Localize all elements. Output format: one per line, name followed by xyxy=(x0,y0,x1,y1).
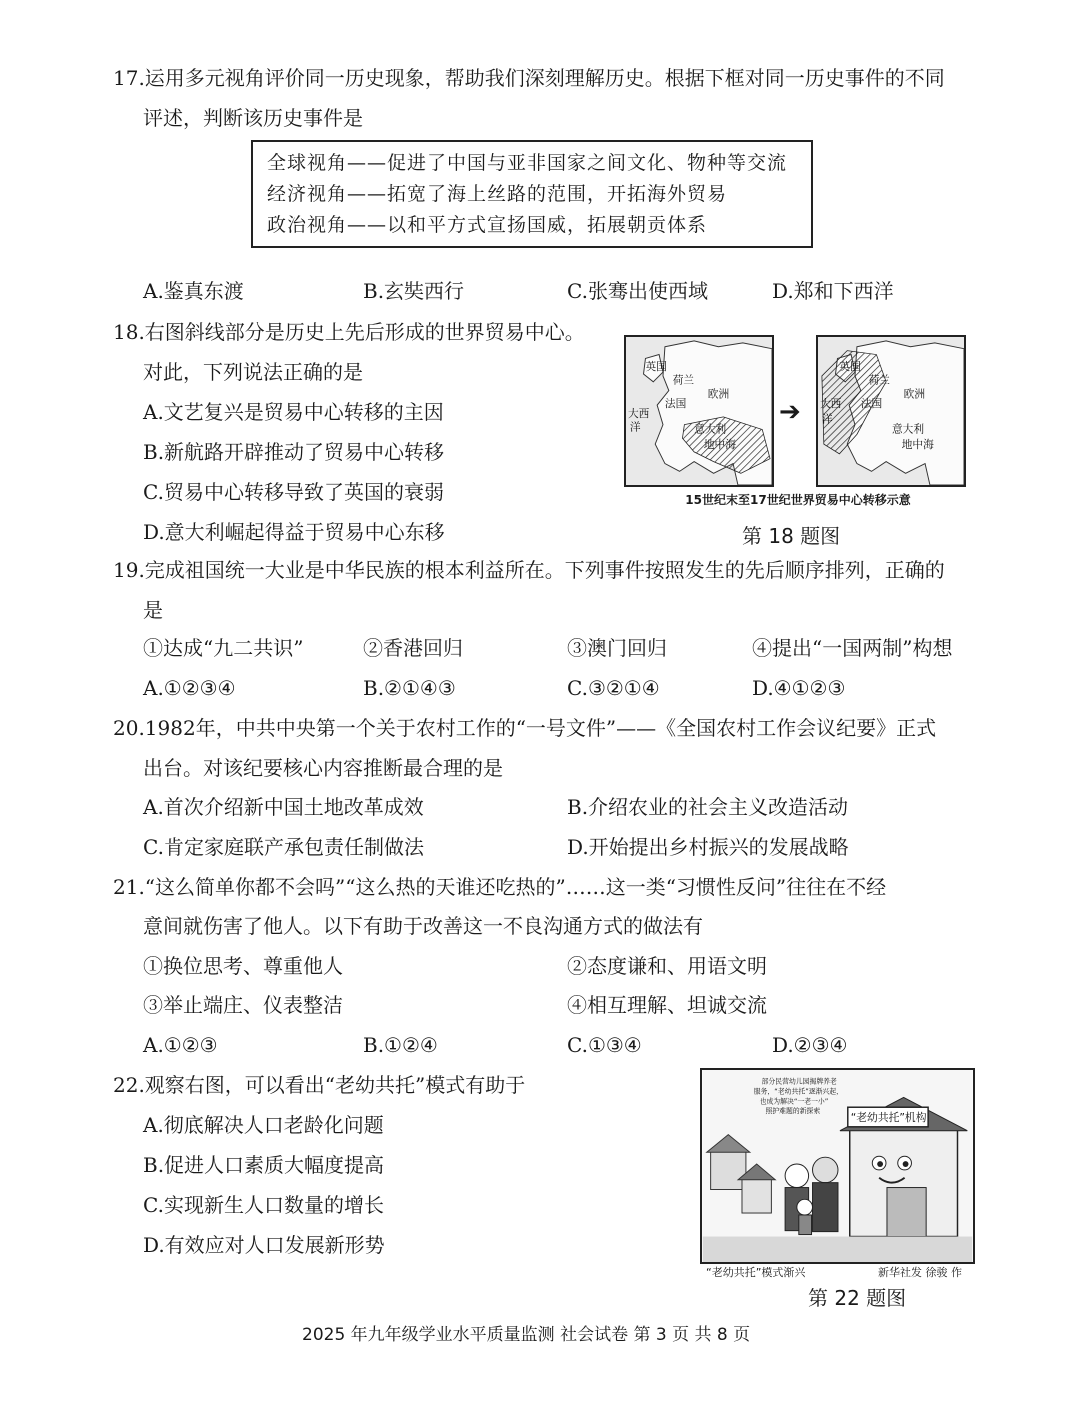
q18-figure-label: 第 18 题图 xyxy=(742,524,841,548)
q19-option-c: C.③②①④ xyxy=(567,676,660,700)
map-caption: 15世纪末至17世纪世界贸易中心转移示意 xyxy=(685,493,911,507)
q19-item-2: ②香港回归 xyxy=(363,636,463,660)
q19-stem-line1: 19.完成祖国统一大业是中华民族的根本利益所在。下列事件按照发生的先后顺序排列，正确的 xyxy=(113,558,945,582)
q21-item-3: ③举止端庄、仪表整洁 xyxy=(143,993,343,1017)
map2-label-atlantic-2: 洋 xyxy=(821,412,833,426)
q20-option-c: C.肯定家庭联产承包责任制做法 xyxy=(143,835,424,859)
q18-option-b: B.新航路开辟推动了贸易中心转移 xyxy=(143,440,445,464)
q22-figure-label: 第 22 题图 xyxy=(808,1286,907,1310)
map1-label-atlantic-2: 洋 xyxy=(629,420,641,434)
map-17th-century xyxy=(816,335,966,487)
q21-option-a: A.①②③ xyxy=(143,1033,218,1057)
q21-option-d: D.②③④ xyxy=(772,1033,848,1057)
elderly-child-care-cartoon xyxy=(700,1068,975,1264)
cartoon-bubble-line3: 也成为解决“一老一小” xyxy=(759,1097,829,1106)
map2-label-europe: 欧洲 xyxy=(903,387,926,401)
q17-option-b: B.玄奘西行 xyxy=(363,279,465,303)
q20-stem-line1: 20.1982年，中共中央第一个关于农村工作的“一号文件”——《全国农村工作会议纪要》正式 xyxy=(113,716,937,740)
q17-stem-line1: 17.运用多元视角评价同一历史现象，帮助我们深刻理解历史。根据下框对同一历史事件的不同 xyxy=(113,66,945,90)
q19-option-b: B.②①④③ xyxy=(363,676,456,700)
q17-option-d: D.郑和下西洋 xyxy=(772,279,894,303)
q21-item-1: ①换位思考、尊重他人 xyxy=(143,954,343,978)
q19-item-1: ①达成“九二共识” xyxy=(143,636,304,660)
map1-label-atlantic-1: 大西 xyxy=(627,406,650,420)
cartoon-bubble-line2: 服务，“老幼共托”逐渐兴起， xyxy=(753,1087,843,1096)
map2-label-netherlands: 荷兰 xyxy=(868,373,891,387)
q19-item-3: ③澳门回归 xyxy=(567,636,667,660)
q18-option-c: C.贸易中心转移导致了英国的衰弱 xyxy=(143,480,444,504)
q20-stem-line2: 出台。对该纪要核心内容推断最合理的是 xyxy=(143,756,503,780)
map1-label-france: 法国 xyxy=(664,397,687,411)
q19-stem-line2: 是 xyxy=(143,598,163,622)
cartoon-bubble-line1: 部分民营幼儿园揭牌养老 xyxy=(761,1077,837,1086)
q18-stem-line2: 对此，下列说法正确的是 xyxy=(143,360,363,384)
map-17th-century-drawing xyxy=(818,337,964,485)
map1-label-italy: 意大利 xyxy=(694,422,727,436)
q19-option-a: A.①②③④ xyxy=(143,676,236,700)
q21-item-2: ②态度谦和、用语文明 xyxy=(567,954,767,978)
q21-stem-line2: 意间就伤害了他人。以下有助于改善这一不良沟通方式的做法有 xyxy=(143,914,703,938)
q22-option-b: B.促进人口素质大幅度提高 xyxy=(143,1153,385,1177)
q21-item-4: ④相互理解、坦诚交流 xyxy=(567,993,767,1017)
map2-label-mediterranean: 地中海 xyxy=(901,437,934,451)
q22-option-c: C.实现新生人口数量的增长 xyxy=(143,1193,384,1217)
map2-label-italy: 意大利 xyxy=(891,422,925,436)
cartoon-caption-left: “老幼共托”模式渐兴 xyxy=(706,1266,806,1279)
q17-stem-line2: 评述，判断该历史事件是 xyxy=(143,106,363,130)
q21-option-c: C.①③④ xyxy=(567,1033,642,1057)
cartoon-caption-right: 新华社发 徐骏 作 xyxy=(878,1266,962,1279)
map-15th-century xyxy=(624,335,774,487)
page-footer: 2025 年九年级学业水平质量监测 社会试卷 第 3 页 共 8 页 xyxy=(302,1325,751,1345)
q19-option-d: D.④①②③ xyxy=(752,676,846,700)
map2-label-england: 英国 xyxy=(839,360,861,374)
q20-option-b: B.介绍农业的社会主义改造活动 xyxy=(567,795,849,819)
cartoon-bubble-line4: 照护难题的新探索 xyxy=(765,1107,821,1116)
cartoon-drawing xyxy=(702,1070,973,1262)
map1-label-europe: 欧洲 xyxy=(707,387,730,401)
trade-center-map-figure xyxy=(624,335,972,513)
map1-label-mediterranean: 地中海 xyxy=(703,437,736,451)
q22-option-d: D.有效应对人口发展新形势 xyxy=(143,1233,385,1257)
q17-option-c: C.张骞出使西域 xyxy=(567,279,708,303)
q17-box-line-economic: 经济视角——拓宽了海上丝路的范围，开拓海外贸易 xyxy=(267,183,728,205)
q18-option-d: D.意大利崛起得益于贸易中心东移 xyxy=(143,520,445,544)
q17-option-a: A.鉴真东渡 xyxy=(143,279,244,303)
q21-stem-line1: 21.“这么简单你都不会吗”“这么热的天谁还吃热的”……这一类“习惯性反问”往往在不经 xyxy=(113,875,887,899)
cartoon-sign-text: “老幼共托”机构 xyxy=(850,1110,927,1124)
q21-option-b: B.①②④ xyxy=(363,1033,438,1057)
q19-item-4: ④提出“一国两制”构想 xyxy=(752,636,953,660)
q17-quote-box xyxy=(251,140,813,248)
map-15th-century-drawing xyxy=(626,337,772,485)
map2-label-atlantic-1: 大西 xyxy=(819,397,842,411)
q22-option-a: A.彻底解决人口老龄化问题 xyxy=(143,1113,384,1137)
q18-option-a: A.文艺复兴是贸易中心转移的主因 xyxy=(143,400,444,424)
q17-box-line-global: 全球视角——促进了中国与亚非国家之间文化、物种等交流 xyxy=(267,152,788,174)
right-arrow-icon: ➔ xyxy=(779,397,801,427)
map1-label-netherlands: 荷兰 xyxy=(672,373,695,387)
q20-option-a: A.首次介绍新中国土地改革成效 xyxy=(143,795,424,819)
q18-stem-line1: 18.右图斜线部分是历史上先后形成的世界贸易中心。 xyxy=(113,320,585,344)
map2-label-france: 法国 xyxy=(860,397,883,411)
q22-stem-line1: 22.观察右图，可以看出“老幼共托”模式有助于 xyxy=(113,1073,526,1097)
q20-option-d: D.开始提出乡村振兴的发展战略 xyxy=(567,835,849,859)
map1-label-england: 英国 xyxy=(645,360,667,374)
q17-box-line-political: 政治视角——以和平方式宣扬国威，拓展朝贡体系 xyxy=(267,214,708,236)
